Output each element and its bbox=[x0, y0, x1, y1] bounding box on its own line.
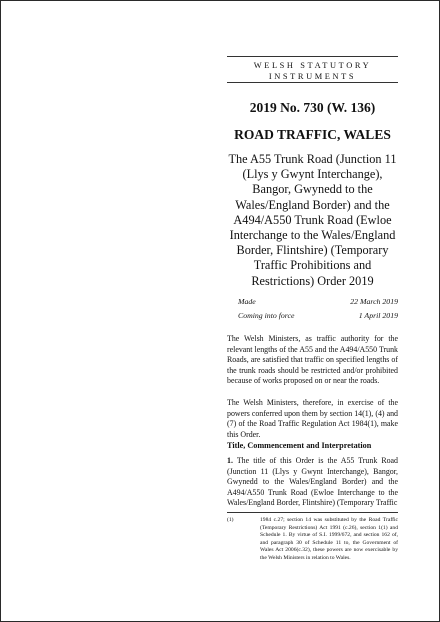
header-top-rule bbox=[227, 56, 398, 57]
preamble-paragraph-1: The Welsh Ministers, as traffic authority for the relevant lengths of the A55 and the A494/A550 Trunk Roads, are satisfied that traffic on specified lengths of the trunk roads should be restricted and/or prohibited because of works proposed on or near the roads. bbox=[227, 334, 398, 386]
footnote-text: 1984 c.27; section 14 was substituted by the Road Traffic (Temporary Restrictions) Act 1991 (c.26), section 1(1) and Schedule 1. By virtue of S.I. 1999/672, and section 162 of, and paragraph 30 of Schedule 11 to, the Government of Wales Act 2006(c.32), these powers are now exercisable by the Welsh Ministers in relation to Wales. bbox=[260, 517, 398, 561]
preamble-paragraph-2: The Welsh Ministers, therefore, in exercise of the powers conferred upon them by section 14(1), (4) and (7) of the Road Traffic Regulation Act 1984(1), make this Order. bbox=[227, 398, 398, 439]
article-number: 1. bbox=[227, 456, 233, 465]
series-line-1: WELSH STATUTORY bbox=[253, 61, 372, 70]
footnote-rule bbox=[227, 512, 398, 513]
made-label: Made bbox=[238, 297, 256, 306]
section-heading: Title, Commencement and Interpretation bbox=[227, 441, 372, 450]
article-1-paragraph bbox=[227, 456, 398, 509]
dates-block bbox=[227, 295, 398, 323]
instrument-number: 2019 No. 730 (W. 136) bbox=[249, 100, 376, 115]
made-date: 22 March 2019 bbox=[350, 297, 398, 306]
made-row bbox=[227, 295, 398, 309]
series-heading bbox=[227, 60, 398, 82]
header-bottom-rule bbox=[227, 82, 398, 83]
series-line-2: INSTRUMENTS bbox=[268, 72, 357, 81]
coming-into-force-date: 1 April 2019 bbox=[358, 311, 398, 320]
coming-into-force-row bbox=[227, 309, 398, 323]
instrument-title: The A55 Trunk Road (Junction 11 (Llys y Gwynt Interchange), Bangor, Gwynedd to the Wales/England Border) and the A494/A550 Trunk Road (Ewloe Interchange to the Wales/England Border, Flintshire) (Temporary Traffic Prohibitions and Restrictions) Order 2019 bbox=[228, 152, 397, 288]
article-1-text: The title of this Order is the A55 Trunk Road (Junction 11 (Llys y Gwynt Interchange), Bangor, Gwynedd to the Wales/England Border) and the A494/A550 Trunk Road (Ewloe Interchange to the Wales/England Border, Flintshire) (Temporary Traffic bbox=[227, 456, 398, 508]
coming-into-force-label: Coming into force bbox=[238, 311, 295, 320]
instrument-subject: ROAD TRAFFIC, WALES bbox=[234, 127, 391, 142]
footnote bbox=[227, 517, 398, 563]
footnote-marker: (1) bbox=[227, 517, 234, 523]
